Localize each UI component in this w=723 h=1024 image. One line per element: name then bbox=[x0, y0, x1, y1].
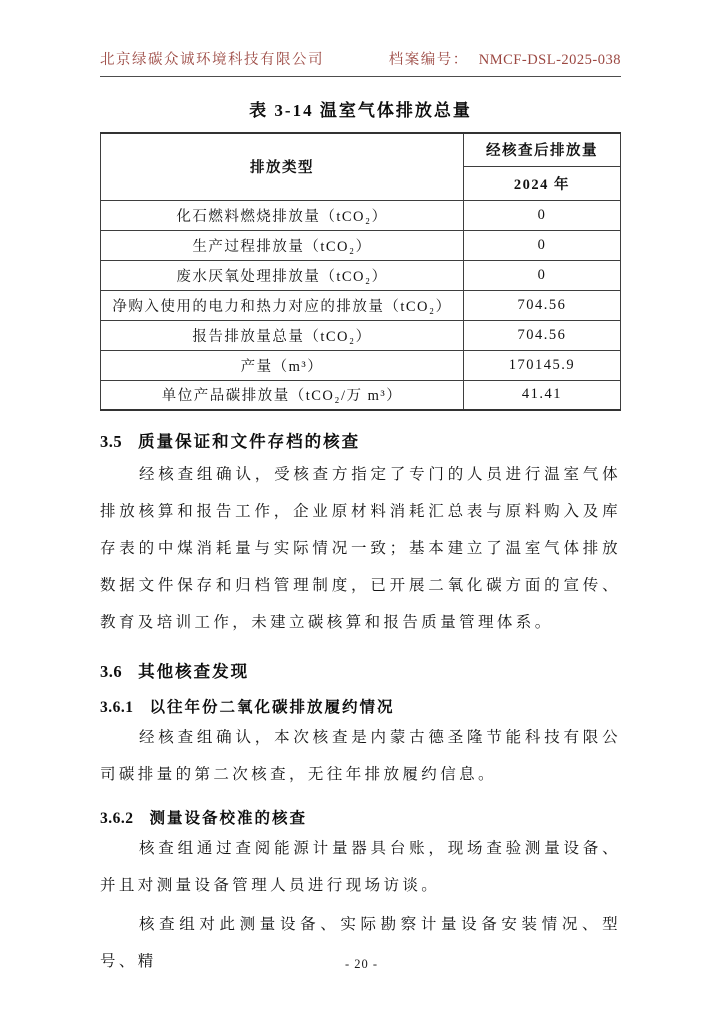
emissions-table bbox=[100, 132, 621, 411]
table-header-row-1 bbox=[101, 133, 621, 166]
section-number: 3.6.1 bbox=[100, 699, 134, 716]
row-label: 单位产品碳排放量（tCO₂/万 m³） bbox=[101, 380, 464, 410]
archive-number-block bbox=[389, 48, 621, 69]
section-number: 3.6 bbox=[100, 662, 123, 681]
archive-number: NMCF-DSL-2025-038 bbox=[478, 52, 621, 68]
section-title: 质量保证和文件存档的核查 bbox=[138, 432, 361, 451]
section-3-6-2-paragraph-1: 核查组通过查阅能源计量器具台账，现场查验测量设备、并且对测量设备管理人员进行现场访谈。 bbox=[100, 840, 621, 894]
table-row bbox=[101, 230, 621, 260]
section-number: 3.6.2 bbox=[100, 810, 134, 827]
section-heading-3-6-1 bbox=[100, 695, 621, 717]
row-label: 净购入使用的电力和热力对应的排放量（tCO₂） bbox=[101, 290, 464, 320]
row-value: 0 bbox=[463, 200, 620, 230]
section-title: 测量设备校准的核查 bbox=[149, 810, 308, 827]
archive-label: 档案编号： bbox=[388, 52, 469, 68]
section-3-6-2-paragraph-2: 核查组对此测量设备、实际勘察计量设备安装情况、型号、精 bbox=[100, 916, 621, 970]
section-title: 以往年份二氧化碳排放履约情况 bbox=[149, 699, 395, 716]
col-header-emission-type: 排放类型 bbox=[101, 133, 464, 200]
table-row bbox=[101, 200, 621, 230]
row-value: 704.56 bbox=[463, 320, 620, 350]
row-label: 产量（m³） bbox=[101, 350, 464, 380]
row-value: 0 bbox=[463, 230, 620, 260]
row-label: 生产过程排放量（tCO₂） bbox=[101, 230, 464, 260]
row-value: 170145.9 bbox=[463, 350, 620, 380]
row-label: 化石燃料燃烧排放量（tCO₂） bbox=[101, 200, 464, 230]
table-caption: 表 3-14 温室气体排放总量 bbox=[249, 101, 472, 120]
section-number: 3.5 bbox=[100, 432, 123, 451]
table-row bbox=[101, 380, 621, 410]
table-row bbox=[101, 320, 621, 350]
page-number: - 20 - bbox=[344, 957, 379, 971]
company-name: 北京绿碳众诚环境科技有限公司 bbox=[100, 52, 324, 68]
col-header-verified-emissions: 经核查后排放量 bbox=[463, 133, 620, 166]
row-label: 报告排放量总量（tCO₂） bbox=[101, 320, 464, 350]
row-value: 704.56 bbox=[463, 290, 620, 320]
section-title: 其他核查发现 bbox=[138, 662, 250, 681]
col-header-year: 2024 年 bbox=[463, 166, 620, 200]
section-heading-3-6 bbox=[100, 658, 621, 682]
row-value: 41.41 bbox=[463, 380, 620, 410]
section-3-6-1-paragraph: 经核查组确认，本次核查是内蒙古德圣隆节能科技有限公司碳排量的第二次核查，无往年排放履约信息。 bbox=[100, 729, 621, 783]
page-header bbox=[100, 0, 621, 77]
section-3-5-paragraph: 经核查组确认，受核查方指定了专门的人员进行温室气体排放核算和报告工作，企业原材料消耗汇总表与原料购入及库存表的中煤消耗量与实际情况一致；基本建立了温室气体排放数据文件保存和归档管理制度，已开展二氧化碳方面的宣传、教育及培训工作，未建立碳核算和报告质量管理体系。 bbox=[100, 466, 621, 631]
section-heading-3-6-2 bbox=[100, 806, 621, 828]
row-value: 0 bbox=[463, 260, 620, 290]
table-row bbox=[101, 260, 621, 290]
page-content bbox=[100, 0, 621, 980]
section-heading-3-5 bbox=[100, 428, 621, 452]
table-row bbox=[101, 350, 621, 380]
table-row bbox=[101, 290, 621, 320]
row-label: 废水厌氧处理排放量（tCO₂） bbox=[101, 260, 464, 290]
